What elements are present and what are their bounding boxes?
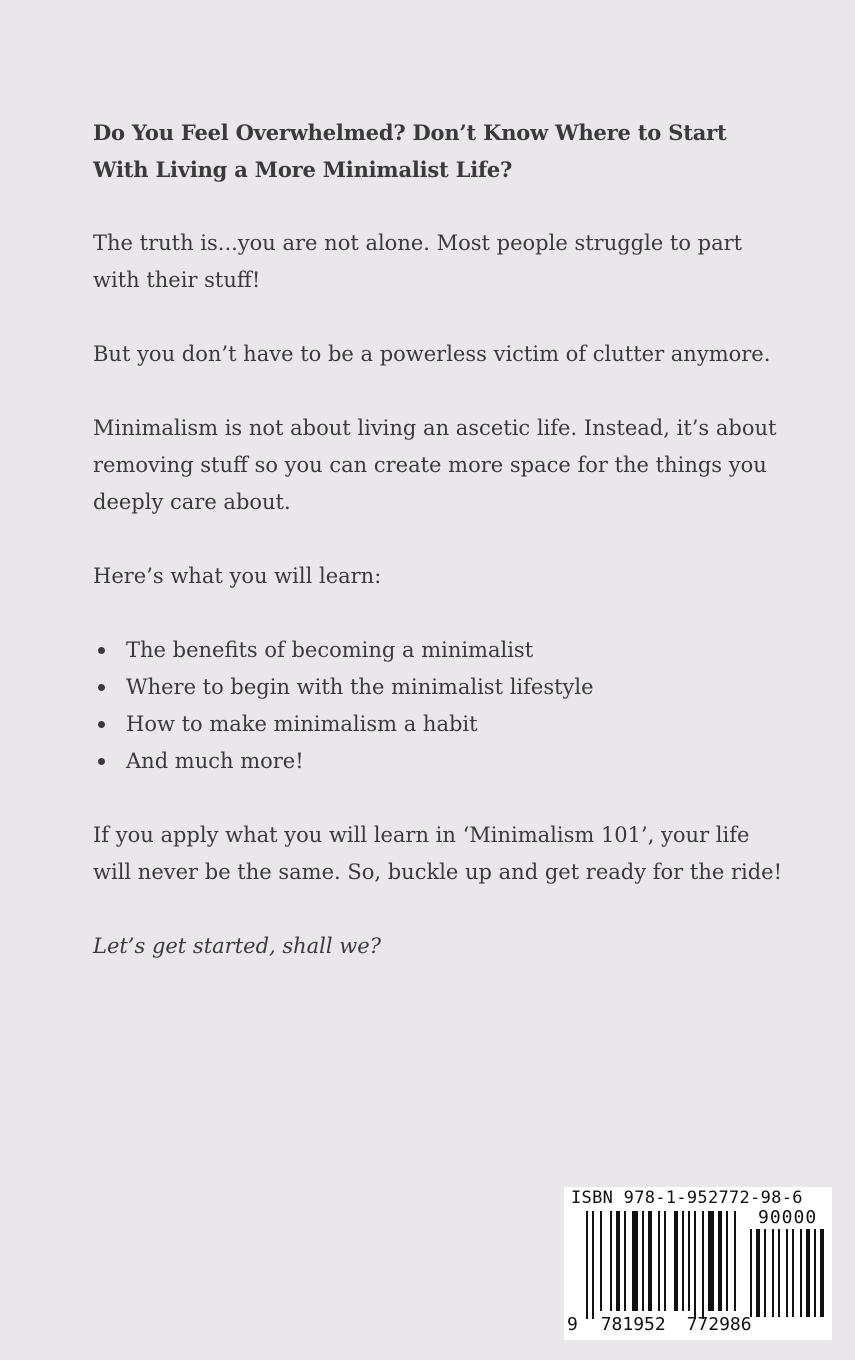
- barcode-bar: [674, 1211, 678, 1311]
- isbn-number: ISBN 978-1-952772-98-6: [571, 1188, 803, 1208]
- bullet-icon: [98, 647, 105, 654]
- barcode-bar: [694, 1211, 696, 1319]
- barcode-bar: [708, 1211, 714, 1311]
- barcode-bar: [792, 1229, 794, 1317]
- barcode-bar: [806, 1229, 810, 1317]
- barcode-bar: [616, 1211, 620, 1311]
- barcode-bar: [820, 1229, 824, 1317]
- barcode-bar: [734, 1211, 736, 1311]
- learn-list: [93, 632, 793, 780]
- barcode-bar: [642, 1211, 644, 1311]
- headline-line-1: Do You Feel Overwhelmed? Don’t Know Where to Start: [93, 120, 727, 145]
- barcode-bar: [658, 1211, 660, 1311]
- barcode-bar: [600, 1211, 602, 1311]
- isbn-barcode: [564, 1187, 832, 1340]
- barcode-bar: [648, 1211, 652, 1311]
- barcode-bar: [586, 1211, 588, 1319]
- ean-digits: [567, 1314, 752, 1335]
- barcode-bar: [624, 1211, 626, 1311]
- barcode-bar: [756, 1229, 760, 1317]
- ean-left-group: 781952: [600, 1314, 666, 1335]
- ean-right-group: 772986: [686, 1314, 752, 1335]
- barcode-bar: [664, 1211, 666, 1311]
- barcode-bar: [800, 1229, 802, 1317]
- list-item: And much more!: [93, 743, 793, 780]
- barcode-bar: [814, 1229, 816, 1317]
- list-item: How to make minimalism a habit: [93, 706, 793, 743]
- paragraph-minimalism: Minimalism is not about living an ascetic life. Instead, it’s about removing stuff so you can create more space for the things you deeply care about.: [93, 416, 777, 514]
- barcode-bar: [610, 1211, 612, 1311]
- closing-line: Let’s get started, shall we?: [93, 934, 381, 958]
- barcode-bar: [772, 1229, 774, 1317]
- barcode-bar: [726, 1211, 728, 1311]
- barcode-bar: [750, 1229, 752, 1317]
- headline-line-2: With Living a More Minimalist Life?: [93, 157, 513, 182]
- bullet-icon: [98, 758, 105, 765]
- list-item: The benefits of becoming a minimalist: [93, 632, 793, 669]
- barcode-bar: [764, 1229, 766, 1317]
- barcode-bar: [778, 1229, 780, 1317]
- list-item: Where to begin with the minimalist lifestyle: [93, 669, 793, 706]
- barcode-bar: [632, 1211, 638, 1311]
- paragraph-clutter: But you don’t have to be a powerless victim of clutter anymore.: [93, 342, 771, 366]
- paragraph-learn-heading: Here’s what you will learn:: [93, 564, 382, 588]
- bullet-icon: [98, 684, 105, 691]
- barcode-bar: [682, 1211, 684, 1311]
- barcode-bar: [786, 1229, 788, 1317]
- paragraph-apply: If you apply what you will learn in ‘Minimalism 101’, your life will never be the same. So, buckle up and get ready for the ride!: [93, 823, 783, 884]
- barcode-bar: [718, 1211, 722, 1311]
- barcode-bar: [702, 1211, 704, 1319]
- price-addon-digits: 90000: [758, 1207, 818, 1228]
- barcode-bar: [592, 1211, 594, 1319]
- barcode-bar: [688, 1211, 690, 1311]
- back-cover-text: [93, 114, 793, 1002]
- bullet-icon: [98, 721, 105, 728]
- headline: [93, 114, 793, 188]
- paragraph-intro: The truth is...you are not alone. Most people struggle to part with their stuff!: [93, 231, 743, 292]
- ean-first-digit: 9: [567, 1314, 578, 1335]
